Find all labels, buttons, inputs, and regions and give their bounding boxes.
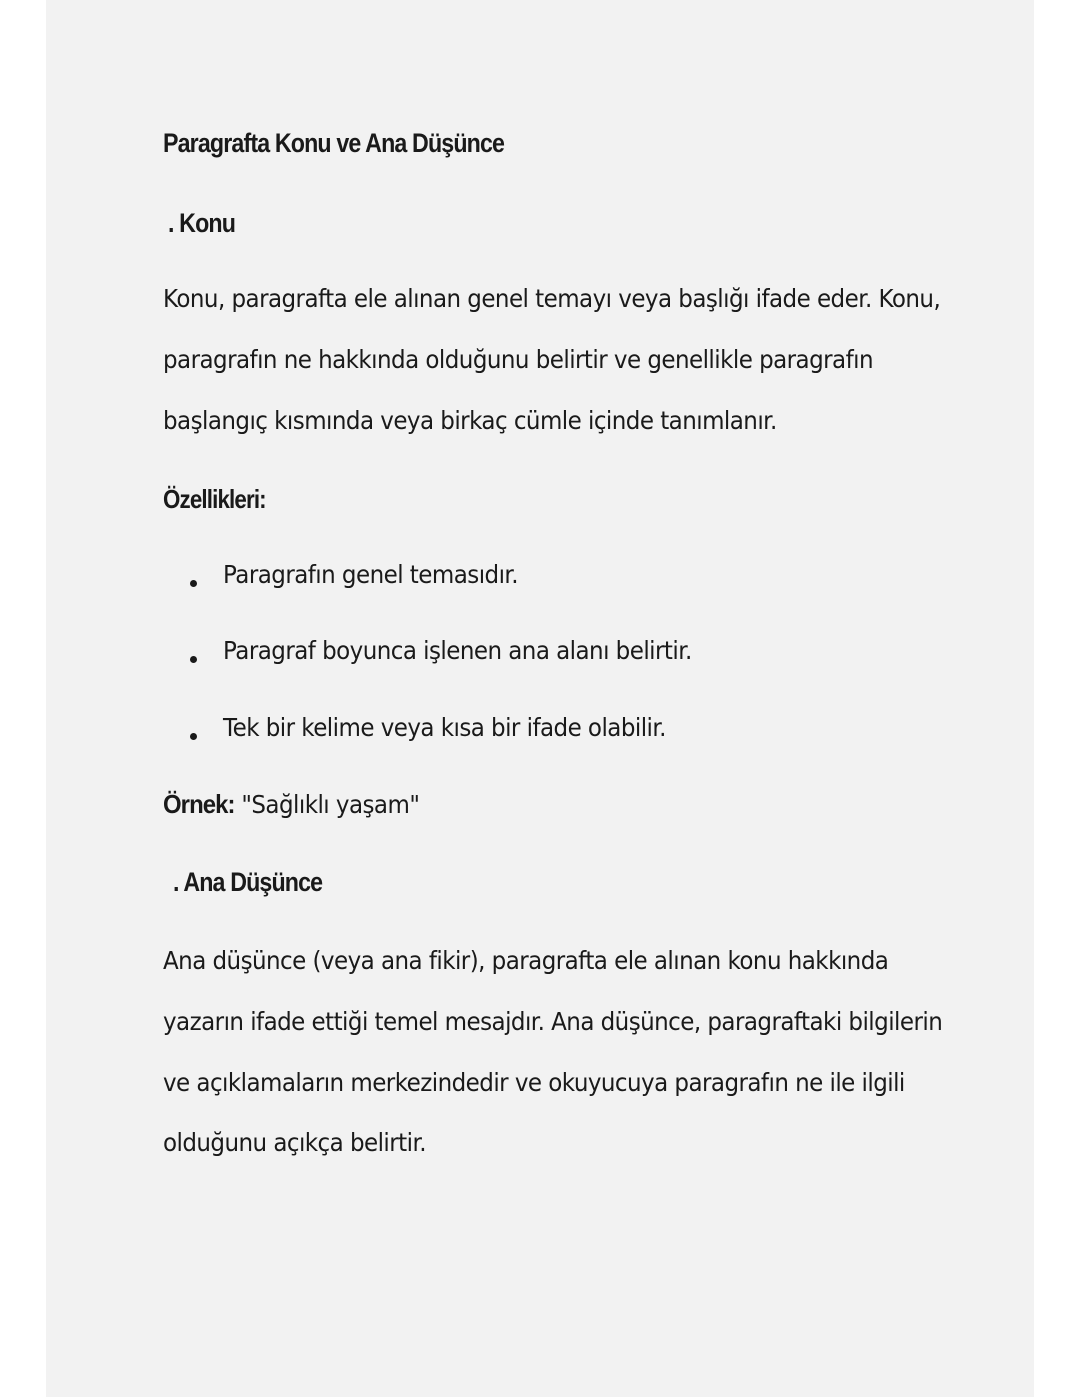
paragraph-line: Konu, paragrafta ele alınan genel temayı veya başlığı ifade eder. Konu, (163, 284, 941, 313)
section-heading-konu: . Konu (168, 208, 236, 238)
bullet-dot-icon (190, 733, 197, 740)
bullet-dot-icon (190, 580, 197, 587)
list-item: Tek bir kelime veya kısa bir ifade olabilir. (223, 713, 666, 742)
section-heading-ana-dusunce: . Ana Düşünce (173, 867, 323, 897)
features-label: Özellikleri: (163, 484, 266, 514)
list-item: Paragrafın genel temasıdır. (223, 560, 518, 589)
example-label: Örnek: (163, 789, 235, 819)
paragraph-line: başlangıç kısmında veya birkaç cümle içinde tanımlanır. (163, 406, 777, 435)
paragraph-line: paragrafın ne hakkında olduğunu belirtir ve genellikle paragrafın (163, 345, 874, 374)
paragraph-line: ve açıklamaların merkezindedir ve okuyucuya paragrafın ne ile ilgili (163, 1068, 905, 1097)
list-item: Paragraf boyunca işlenen ana alanı belirtir. (223, 636, 692, 665)
bullet-dot-icon (190, 656, 197, 663)
paragraph-line: olduğunu açıkça belirtir. (163, 1128, 427, 1157)
document-page (46, 0, 1034, 1397)
page-title: Paragrafta Konu ve Ana Düşünce (163, 128, 505, 158)
example-text: "Sağlıklı yaşam" (241, 790, 420, 819)
paragraph-line: yazarın ifade ettiği temel mesajdır. Ana düşünce, paragraftaki bilgilerin (163, 1007, 943, 1036)
example-line (163, 789, 419, 820)
paragraph-line: Ana düşünce (veya ana fikir), paragrafta ele alınan konu hakkında (163, 946, 889, 975)
